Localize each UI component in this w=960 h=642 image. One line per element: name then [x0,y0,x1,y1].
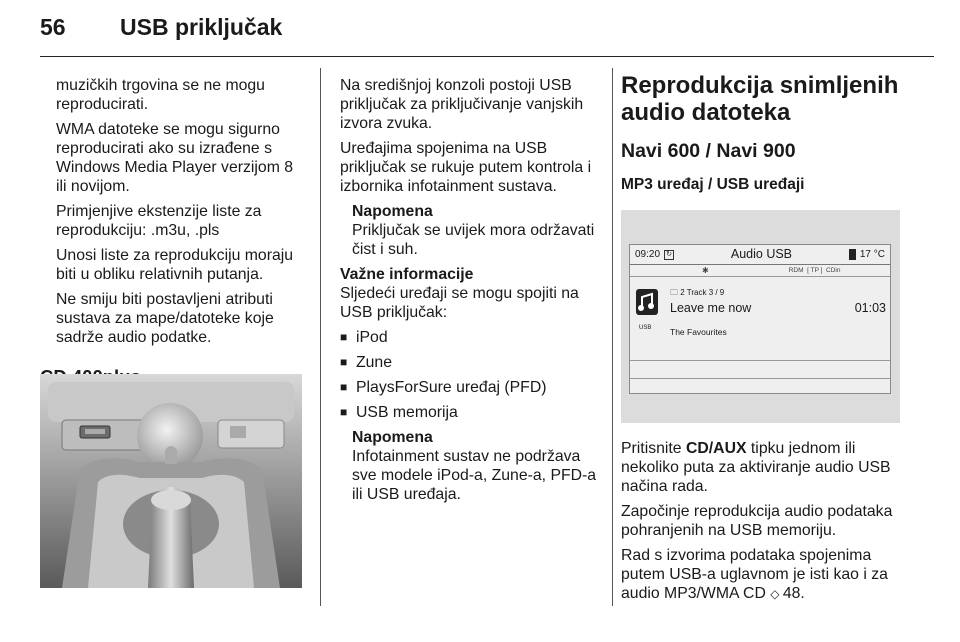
temperature: 17 °C [859,249,885,260]
important-heading: Važne informacije [340,266,474,283]
bullet-icon: ■ [340,330,348,344]
paragraph: Unosi liste za reprodukciju moraju biti u obliku relativnih putanja. [56,247,294,283]
note-text: Priključak se uvijek mora održavati čist i suh. [352,222,595,258]
note-box [352,428,606,504]
column-middle [340,76,606,510]
back-icon: ↻ [664,250,674,260]
screen-title: Audio USB [730,247,793,261]
paragraph [621,439,911,496]
paragraph: Započinje reprodukcija audio podataka pohranjenih na USB memoriju. [621,503,893,539]
page-title: USB priključak [120,14,283,40]
note-box [352,202,606,259]
column-divider [612,68,613,606]
paragraph: Sljedeći uređaji se mogu spojiti na USB priključak: [340,285,579,321]
folder-icon: 🗀 [670,288,678,297]
song-title: Leave me now [670,301,752,315]
status-indicators: RDM [ TP ] CDin [788,267,841,274]
paragraph: WMA datoteke se mogu sigurno reproducirati ako su izrađene s Windows Media Player verzijom 8 ili novijom. [56,121,294,195]
paragraph: Uređajima spojenima na USB priključak se rukuje putem kontrola i izbornika infotainment sustava. [340,140,592,195]
infotainment-screen-figure [621,210,900,423]
note-title: Napomena [352,429,433,446]
paragraph: Primjenjive ekstenzije liste za reprodukciju: .m3u, .pls [56,203,262,239]
screen-title-bar [630,245,890,265]
album-name: The Favourites [670,327,727,337]
console-usb-photo [40,374,302,588]
text: Pritisnite [621,440,686,457]
text: Rad s izvorima podataka spojenima putem USB-a uglavnom je isti kao i za audio MP3/WMA CD [621,547,888,602]
track-info-text: 2 Track 3 / 9 [680,288,725,297]
bullet-icon: ■ [340,405,348,419]
note-title: Napomena [352,203,433,220]
subsection-heading: Navi 600 / Navi 900 [621,140,796,162]
list-item-text: PlaysForSure uređaj (PFD) [356,379,547,396]
list-item [340,353,606,372]
elapsed-time: 01:03 [854,301,886,315]
paragraph: muzičkih trgovina se ne mogu reproducirati. [56,77,265,113]
list-item-text: USB memorija [356,404,458,421]
list-item-text: Zune [356,354,393,371]
section-heading: Reprodukcija snimljenih audio datoteka [621,72,899,126]
bluetooth-icon: ✱ [702,266,709,275]
header-rule [40,56,934,57]
sub-subsection-heading: MP3 uređaj / USB uređaji [621,176,805,193]
screen-status-row [630,265,890,277]
page-reference: 48. [782,585,805,602]
clock: 09:20 [635,249,661,260]
list-item [340,403,606,422]
note-text: Infotainment sustav ne podržava sve modele iPod-a, Zune-a, PFD-a ili USB uređaja. [352,448,597,503]
page-number: 56 [40,14,66,40]
column-left [56,76,306,386]
paragraph: Na središnjoj konzoli postoji USB priključak za priključivanje vanjskih izvora zvuka. [340,77,584,132]
column-divider [320,68,321,606]
usb-source-icon [636,289,658,315]
paragraph [621,546,911,604]
text: tipku jednom ili nekoliko puta za aktiviranje audio USB načina rada. [621,440,891,495]
column-right [621,72,911,610]
bullet-icon: ■ [340,355,348,369]
screen-bottom-bar [630,361,890,379]
bullet-icon: ■ [340,380,348,394]
list-item [340,378,606,397]
page-header [40,14,282,44]
list-item-text: iPod [356,329,388,346]
audio-usb-screen [629,244,891,394]
cd-aux-key: CD/AUX [685,440,747,457]
source-label: USB [639,325,652,331]
list-item [340,328,606,347]
paragraph: Ne smiju biti postavljeni atributi sustava za mape/datoteke koje sadrže audio podatke. [56,291,274,346]
phone-icon [849,249,856,260]
page-reference-icon: ◇ [770,587,783,601]
screen-track-area [630,277,890,361]
